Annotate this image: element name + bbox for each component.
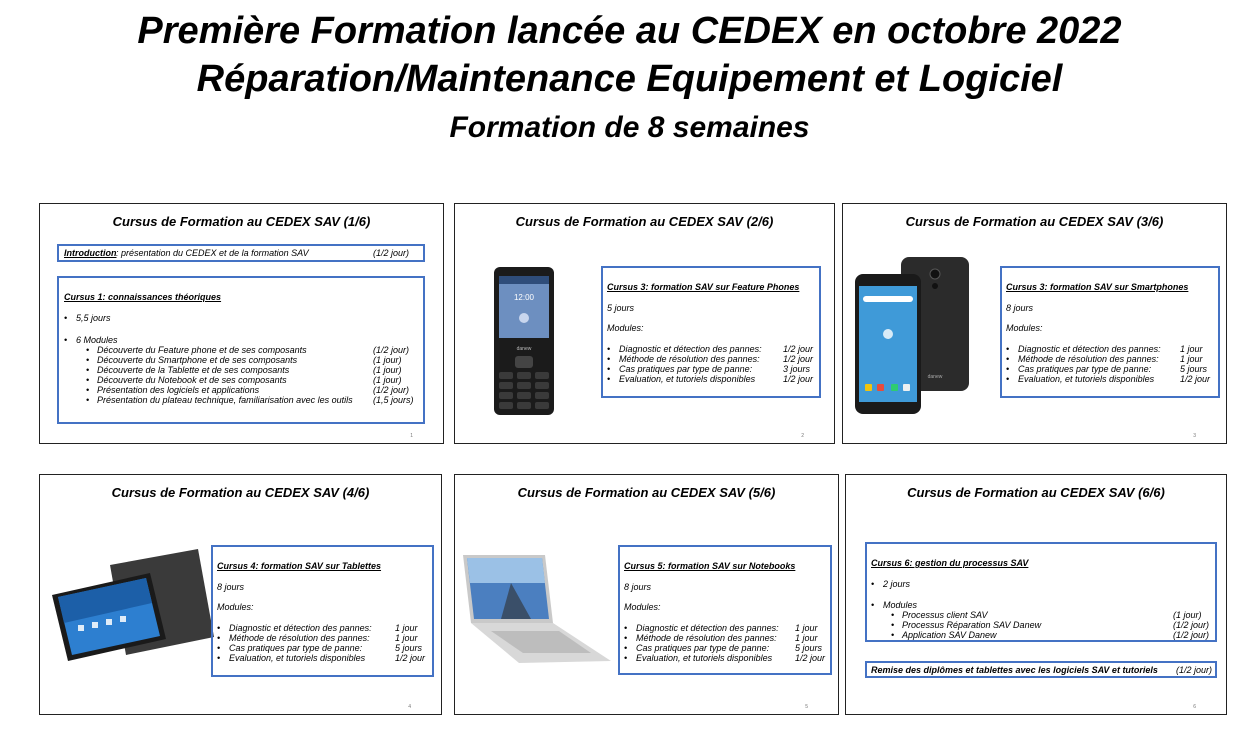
module-duration: (1 jour) xyxy=(1173,610,1202,620)
bullet: • xyxy=(624,633,628,643)
bullet: • xyxy=(86,345,90,355)
module-item: Evaluation, et tutoriels disponibles xyxy=(1018,374,1155,384)
bullet: • xyxy=(86,375,90,385)
phone-brand: danew xyxy=(516,346,532,352)
bullet: • xyxy=(891,630,895,640)
tablet-image xyxy=(48,545,221,663)
bullet: • xyxy=(1006,364,1010,374)
slide-1 xyxy=(39,203,444,444)
module-item: Evaluation, et tutoriels disponibles xyxy=(619,374,756,384)
module-duration: 5 jours xyxy=(795,643,823,653)
smartphone-image xyxy=(853,256,973,416)
module-duration: 1 jour xyxy=(395,633,418,643)
bullet: • xyxy=(607,354,611,364)
closing-label: Remise des diplômes et tablettes avec les logiciels SAV et tutoriels xyxy=(871,665,1158,675)
module-item: Diagnostic et détection des pannes: xyxy=(636,623,779,633)
module-item: Découverte du Smartphone et de ses composants xyxy=(97,355,298,365)
module-duration: 5 jours xyxy=(395,643,423,653)
bullet: • xyxy=(217,623,221,633)
module-item: Découverte de la Tablette et de ses composants xyxy=(97,365,290,375)
module-item: Présentation des logiciels et applications xyxy=(97,385,260,395)
module-duration: 1/2 jour xyxy=(783,374,814,384)
modules-label: 6 Modules xyxy=(76,335,118,345)
modules-label: Modules: xyxy=(607,323,644,333)
bullet: • xyxy=(1006,374,1010,384)
feature-phone-image xyxy=(493,266,555,416)
bullet: • xyxy=(217,653,221,663)
cursus-heading: Cursus 3: formation SAV sur Feature Phones xyxy=(607,282,800,292)
module-item: Découverte du Feature phone et de ses composants xyxy=(97,345,307,355)
bullet: • xyxy=(891,620,895,630)
cursus-days: 5 jours xyxy=(607,303,635,313)
module-duration: 1 jour xyxy=(795,633,818,643)
bullet: • xyxy=(871,579,875,589)
module-duration: 1/2 jour xyxy=(795,653,826,663)
bullet: • xyxy=(64,313,68,323)
slide-title: Cursus de Formation au CEDEX SAV (3/6) xyxy=(905,214,1164,229)
main-title: Première Formation lancée au CEDEX en octobre 2022 xyxy=(137,10,1122,52)
module-duration: (1/2 jour) xyxy=(373,345,410,355)
slide-5 xyxy=(454,474,839,715)
bullet: • xyxy=(607,344,611,354)
intro-label: Introduction xyxy=(64,248,117,258)
module-duration: (1 jour) xyxy=(373,355,402,365)
module-duration: (1/2 jour) xyxy=(373,385,410,395)
module-duration: 1/2 jour xyxy=(1180,374,1211,384)
notebook-image xyxy=(461,553,611,665)
phone-brand: danew xyxy=(927,374,943,380)
module-duration: (1 jour) xyxy=(373,365,402,375)
modules-label: Modules: xyxy=(1006,323,1043,333)
module-duration: 5 jours xyxy=(1180,364,1208,374)
cursus-heading: Cursus 6: gestion du processus SAV xyxy=(871,558,1029,568)
closing-duration: (1/2 jour) xyxy=(1176,665,1213,675)
module-duration: (1/2 jour) xyxy=(1173,620,1210,630)
module-item: Méthode de résolution des pannes: xyxy=(1018,354,1159,364)
bullet: • xyxy=(64,335,68,345)
bullet: • xyxy=(217,643,221,653)
bullet: • xyxy=(1006,354,1010,364)
slide-title: Cursus de Formation au CEDEX SAV (6/6) xyxy=(907,485,1165,500)
slide-3 xyxy=(842,203,1227,444)
slide-title: Cursus de Formation au CEDEX SAV (1/6) xyxy=(112,214,371,229)
cursus-heading: Cursus 5: formation SAV sur Notebooks xyxy=(624,561,796,571)
module-duration: 1/2 jour xyxy=(783,354,814,364)
page-number: 2 xyxy=(801,433,804,439)
bullet: • xyxy=(871,600,875,610)
closing-box xyxy=(865,661,1217,678)
cursus-days: 8 jours xyxy=(624,582,652,592)
module-item: Méthode de résolution des pannes: xyxy=(619,354,760,364)
module-item: Processus Réparation SAV Danew xyxy=(902,620,1042,630)
bullet: • xyxy=(86,395,90,405)
cursus-days: 8 jours xyxy=(1006,303,1034,313)
page-number: 6 xyxy=(1193,704,1196,710)
slide-title: Cursus de Formation au CEDEX SAV (2/6) xyxy=(515,214,774,229)
modules-label: Modules: xyxy=(217,602,254,612)
cursus-heading: Cursus 3: formation SAV sur Smartphones xyxy=(1006,282,1189,292)
cursus-box xyxy=(865,542,1217,642)
bullet: • xyxy=(217,633,221,643)
module-item: Présentation du plateau technique, familiarisation avec les outils xyxy=(97,395,353,405)
module-item: Evaluation, et tutoriels disponibles xyxy=(636,653,773,663)
module-duration: 1/2 jour xyxy=(395,653,426,663)
module-duration: 1 jour xyxy=(1180,344,1203,354)
module-duration: 1 jour xyxy=(1180,354,1203,364)
bullet: • xyxy=(86,365,90,375)
module-duration: 3 jours xyxy=(783,364,811,374)
cursus-heading: Cursus 4: formation SAV sur Tablettes xyxy=(217,561,382,571)
cursus-days: 8 jours xyxy=(217,582,245,592)
intro-text: : présentation du CEDEX et de la formation SAV xyxy=(116,248,309,258)
module-duration: 1/2 jour xyxy=(783,344,814,354)
intro-box xyxy=(57,244,425,262)
bullet: • xyxy=(624,643,628,653)
cursus-heading: Cursus 1: connaissances théoriques xyxy=(64,292,222,302)
module-duration: (1 jour) xyxy=(373,375,402,385)
module-item: Processus client SAV xyxy=(902,610,988,620)
bullet: • xyxy=(607,364,611,374)
cursus-box xyxy=(618,545,832,675)
page-number: 5 xyxy=(805,704,808,710)
module-item: Cas pratiques par type de panne: xyxy=(636,643,770,653)
page-number: 1 xyxy=(410,433,413,439)
module-item: Cas pratiques par type de panne: xyxy=(619,364,753,374)
cursus-box xyxy=(1000,266,1220,398)
module-item: Evaluation, et tutoriels disponibles xyxy=(229,653,366,663)
bullet: • xyxy=(607,374,611,384)
module-item: Diagnostic et détection des pannes: xyxy=(229,623,372,633)
bullet: • xyxy=(624,653,628,663)
cursus-days: 5,5 jours xyxy=(76,313,111,323)
bullet: • xyxy=(1006,344,1010,354)
main-subtitle: Réparation/Maintenance Equipement et Logiciel xyxy=(196,58,1063,100)
intro-duration: (1/2 jour) xyxy=(373,248,410,258)
module-duration: (1,5 jours) xyxy=(373,395,414,405)
page-number: 3 xyxy=(1193,433,1196,439)
module-item: Cas pratiques par type de panne: xyxy=(1018,364,1152,374)
module-item: Méthode de résolution des pannes: xyxy=(636,633,777,643)
module-duration: (1/2 jour) xyxy=(1173,630,1210,640)
bullet: • xyxy=(86,385,90,395)
cursus-box xyxy=(57,276,425,424)
module-item: Diagnostic et détection des pannes: xyxy=(619,344,762,354)
cursus-box xyxy=(211,545,434,677)
slide-title: Cursus de Formation au CEDEX SAV (5/6) xyxy=(517,485,776,500)
page-number: 4 xyxy=(408,704,411,710)
module-item: Méthode de résolution des pannes: xyxy=(229,633,370,643)
cursus-days: 2 jours xyxy=(883,579,911,589)
modules-label: Modules: xyxy=(624,602,661,612)
module-item: Application SAV Danew xyxy=(902,630,997,640)
bullet: • xyxy=(891,610,895,620)
module-duration: 1 jour xyxy=(395,623,418,633)
slide-4 xyxy=(39,474,442,715)
slide-6 xyxy=(845,474,1227,715)
module-item: Découverte du Notebook et de ses composants xyxy=(97,375,287,385)
module-duration: 1 jour xyxy=(795,623,818,633)
cursus-box xyxy=(601,266,821,398)
module-item: Cas pratiques par type de panne: xyxy=(229,643,363,653)
modules-label: Modules xyxy=(883,600,918,610)
duration-title: Formation de 8 semaines xyxy=(449,111,810,144)
bullet: • xyxy=(86,355,90,365)
slide-2 xyxy=(454,203,835,444)
bullet: • xyxy=(624,623,628,633)
module-item: Diagnostic et détection des pannes: xyxy=(1018,344,1161,354)
slide-title: Cursus de Formation au CEDEX SAV (4/6) xyxy=(111,485,370,500)
phone-time: 12:00 xyxy=(513,293,535,302)
